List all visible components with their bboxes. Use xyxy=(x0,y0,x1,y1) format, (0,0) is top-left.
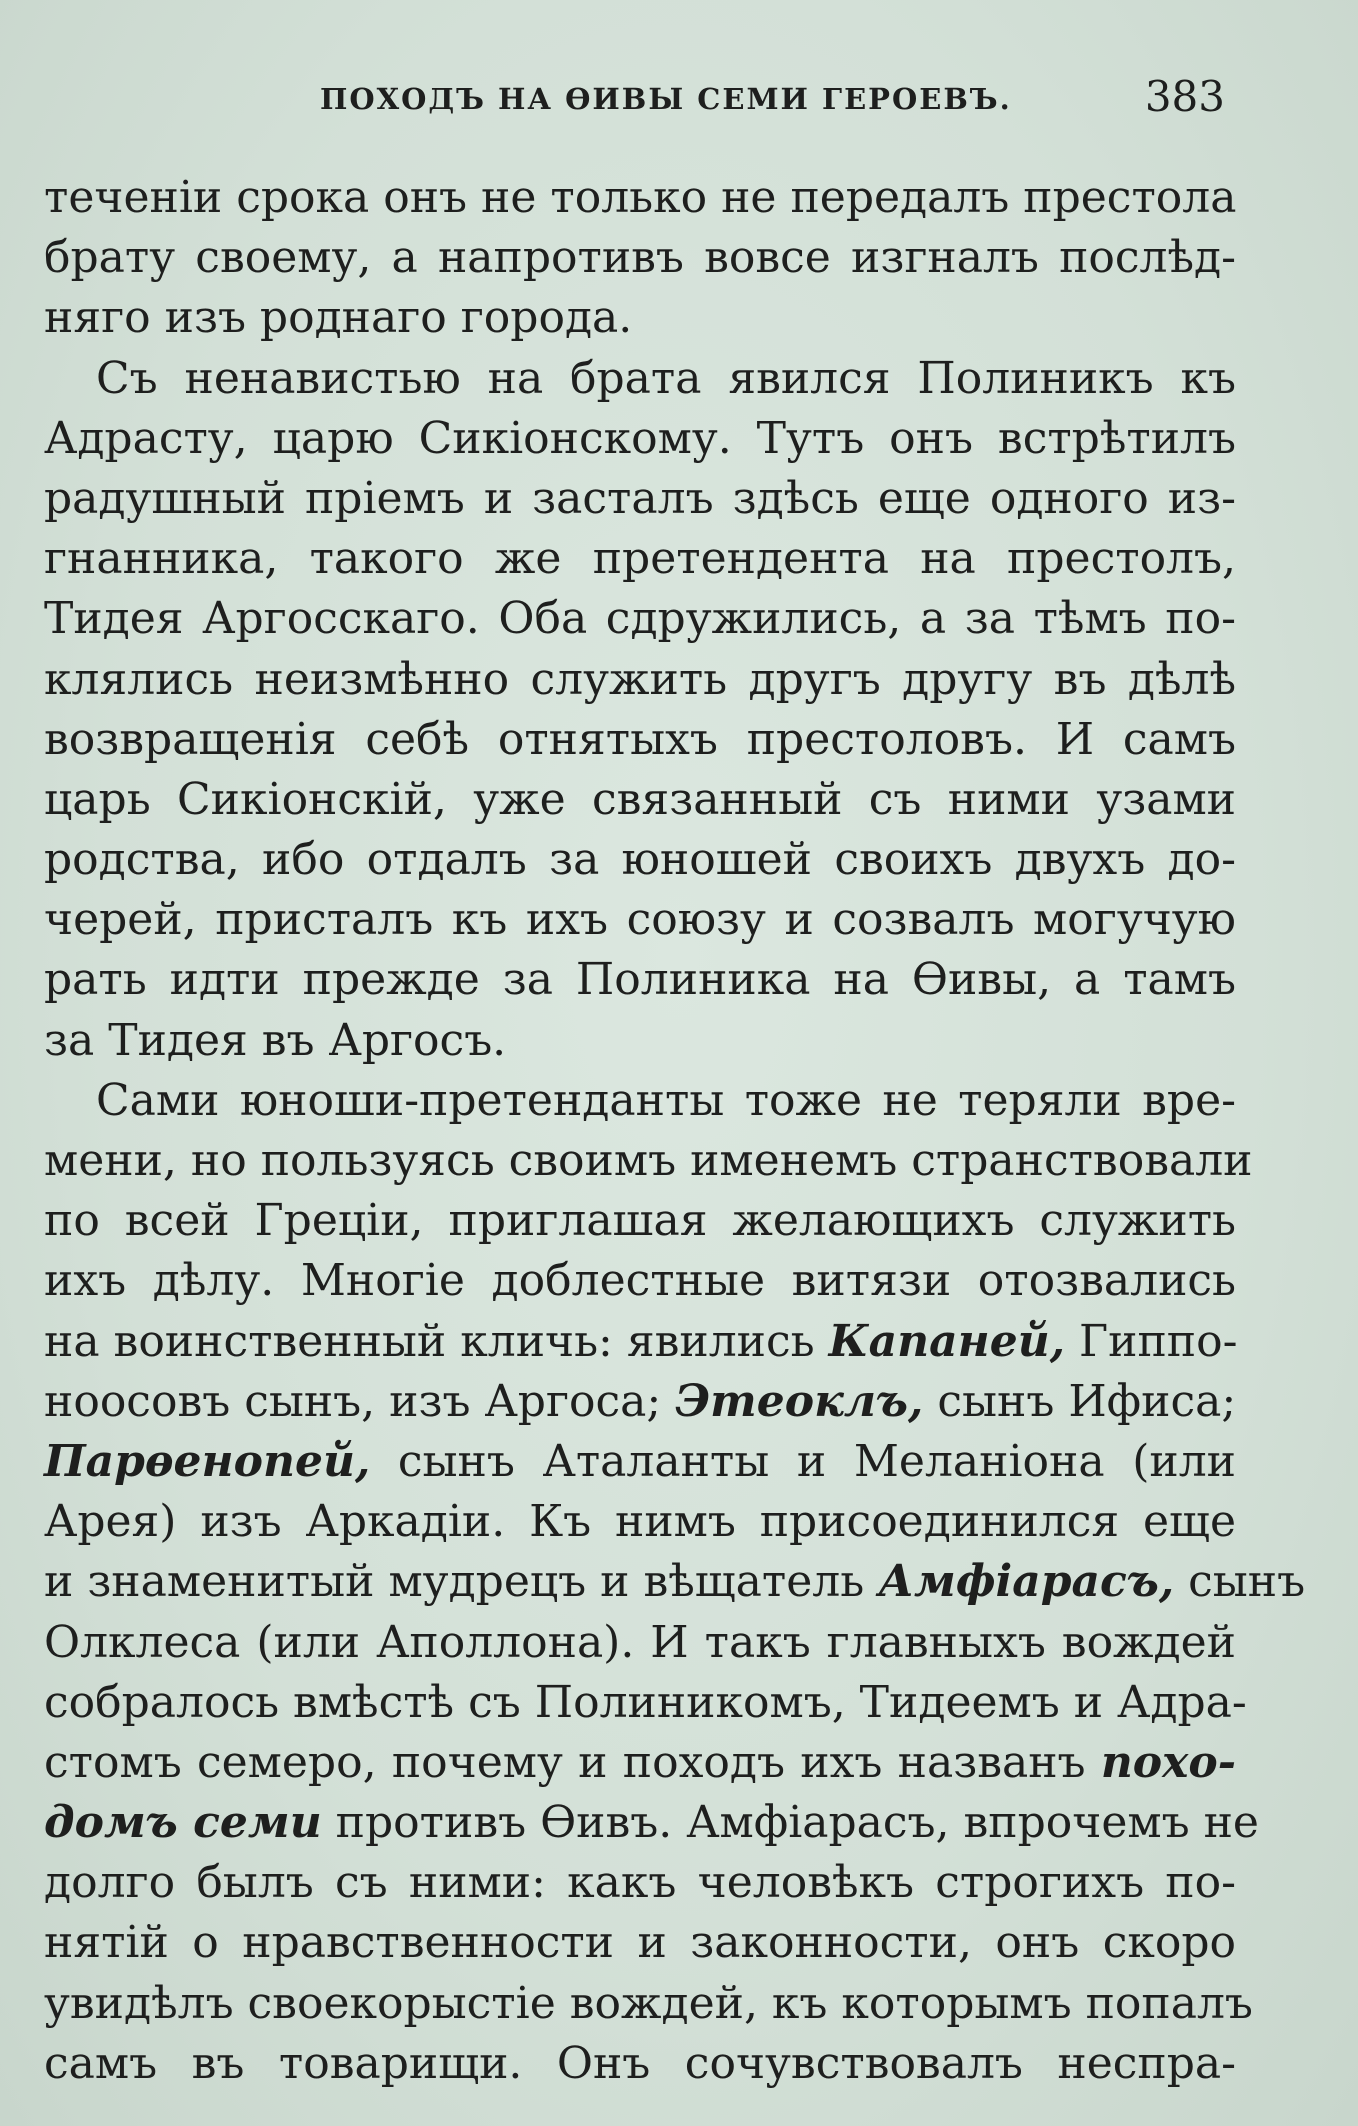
text-line xyxy=(44,1552,1306,1612)
text-run: родства, ибо отдалъ за юношей своихъ двухъ до- xyxy=(44,834,1236,886)
text-run: нятій о нравственности и законности, онъ скоро xyxy=(44,1917,1236,1969)
text-line xyxy=(44,890,1236,950)
text-line xyxy=(44,830,1236,890)
text-line xyxy=(44,409,1236,469)
text-run: рать идти прежде за Полиника на Ѳивы, а тамъ xyxy=(44,954,1236,1006)
text-line xyxy=(44,1733,1236,1793)
text-line xyxy=(44,1793,1259,1853)
text-line xyxy=(44,349,1236,409)
text-run: сынъ Ифиса; xyxy=(923,1375,1237,1427)
text-run: на воинственный кличь: явились xyxy=(44,1315,829,1367)
text-line xyxy=(44,1853,1236,1913)
text-line xyxy=(44,770,1236,830)
text-run: самъ въ товарищи. Онъ сочувствовалъ неспра- xyxy=(44,2037,1236,2089)
text-line xyxy=(44,2034,1236,2094)
text-run: сынъ Аталанты и Меланіона (или xyxy=(370,1435,1236,1487)
text-run: сынъ xyxy=(1174,1556,1306,1608)
page-header xyxy=(320,72,1240,132)
body-text xyxy=(44,168,1306,2094)
italic-name: Капаней, xyxy=(828,1315,1066,1367)
text-line xyxy=(44,650,1236,710)
text-run: Арея) изъ Аркадіи. Къ нимъ присоединился еще xyxy=(44,1496,1236,1548)
text-run: брату своему, а напротивъ вовсе изгналъ послѣд- xyxy=(44,232,1236,284)
text-run: за Тидея въ Аргосъ. xyxy=(44,1014,507,1066)
text-line xyxy=(44,1432,1236,1492)
text-line xyxy=(44,1312,1236,1372)
text-run: черей, присталъ къ ихъ союзу и созвалъ могучую xyxy=(44,894,1236,946)
running-head: ПОХОДЪ НА ѲИВЫ СЕМИ ГЕРОЕВЪ. xyxy=(320,82,1012,116)
text-run: клялись неизмѣнно служить другъ другу въ дѣлѣ xyxy=(44,653,1236,705)
text-line xyxy=(44,589,1236,649)
text-run: гнанника, такого же претендента на престолъ, xyxy=(44,533,1236,585)
text-run: и знаменитый мудрецъ и вѣщатель xyxy=(44,1556,879,1608)
text-line xyxy=(44,1492,1236,1552)
italic-name: Амфіарасъ, xyxy=(878,1556,1175,1608)
text-line xyxy=(44,1673,1247,1733)
text-line xyxy=(44,1974,1253,2034)
text-line xyxy=(44,529,1236,589)
text-run: ноосовъ сынъ, изъ Аргоса; xyxy=(44,1375,676,1427)
text-run: Тидея Аргосскаго. Оба сдружились, а за тѣмъ по- xyxy=(44,593,1236,645)
text-run: стомъ семеро, почему и походъ ихъ названъ xyxy=(44,1736,1101,1788)
text-run: теченіи срока онъ не только не передалъ престола xyxy=(44,172,1237,223)
text-line xyxy=(44,950,1236,1010)
text-run: противъ Ѳивъ. Амфіарасъ, впрочемъ не xyxy=(321,1797,1259,1849)
text-run: няго изъ роднаго города. xyxy=(44,292,633,344)
text-line xyxy=(44,1011,1236,1071)
text-line xyxy=(44,710,1236,770)
text-line xyxy=(44,1071,1236,1131)
italic-name: Парѳенопей, xyxy=(44,1435,371,1487)
text-line xyxy=(44,1913,1236,1973)
italic-name: Этеоклъ, xyxy=(675,1375,924,1427)
italic-name: похо- xyxy=(1100,1736,1236,1788)
text-run: Гиппо- xyxy=(1065,1315,1238,1367)
text-run: увидѣлъ своекорыстіе вождей, къ которымъ попалъ xyxy=(44,1977,1253,2029)
text-line xyxy=(44,1613,1236,1673)
page-number: 383 xyxy=(1144,72,1225,121)
text-run: долго былъ съ ними: какъ человѣкъ строгихъ по- xyxy=(44,1857,1236,1909)
text-run: Сами юноши-претенданты тоже не теряли вре- xyxy=(96,1074,1236,1126)
text-run: по всей Греціи, приглашая желающихъ служить xyxy=(44,1195,1236,1247)
text-line xyxy=(44,228,1236,288)
text-run: собралось вмѣстѣ съ Полиникомъ, Тидеемъ и Адра- xyxy=(44,1676,1247,1728)
text-line xyxy=(44,168,1236,228)
text-line xyxy=(44,1251,1236,1311)
text-line xyxy=(44,288,1236,348)
italic-name: домъ семи xyxy=(44,1797,322,1849)
text-line xyxy=(44,1372,1236,1432)
text-run: Съ ненавистью на брата явился Полиникъ къ xyxy=(96,352,1236,404)
text-run: Олклеса (или Аполлона). И такъ главныхъ вождей xyxy=(44,1616,1236,1668)
text-line xyxy=(44,469,1236,529)
text-run: радушный пріемъ и засталъ здѣсь еще одного из- xyxy=(44,472,1236,524)
text-run: Адрасту, царю Сикіонскому. Тутъ онъ встрѣтилъ xyxy=(44,412,1236,464)
text-line xyxy=(44,1191,1236,1251)
text-run: мени, но пользуясь своимъ именемъ странствовали xyxy=(44,1135,1253,1186)
text-run: возвращенія себѣ отнятыхъ престоловъ. И самъ xyxy=(44,713,1236,765)
text-run: царь Сикіонскій, уже связанный съ ними узами xyxy=(44,773,1236,825)
text-run: ихъ дѣлу. Многіе доблестные витязи отозвались xyxy=(44,1255,1236,1307)
text-line xyxy=(44,1131,1253,1191)
